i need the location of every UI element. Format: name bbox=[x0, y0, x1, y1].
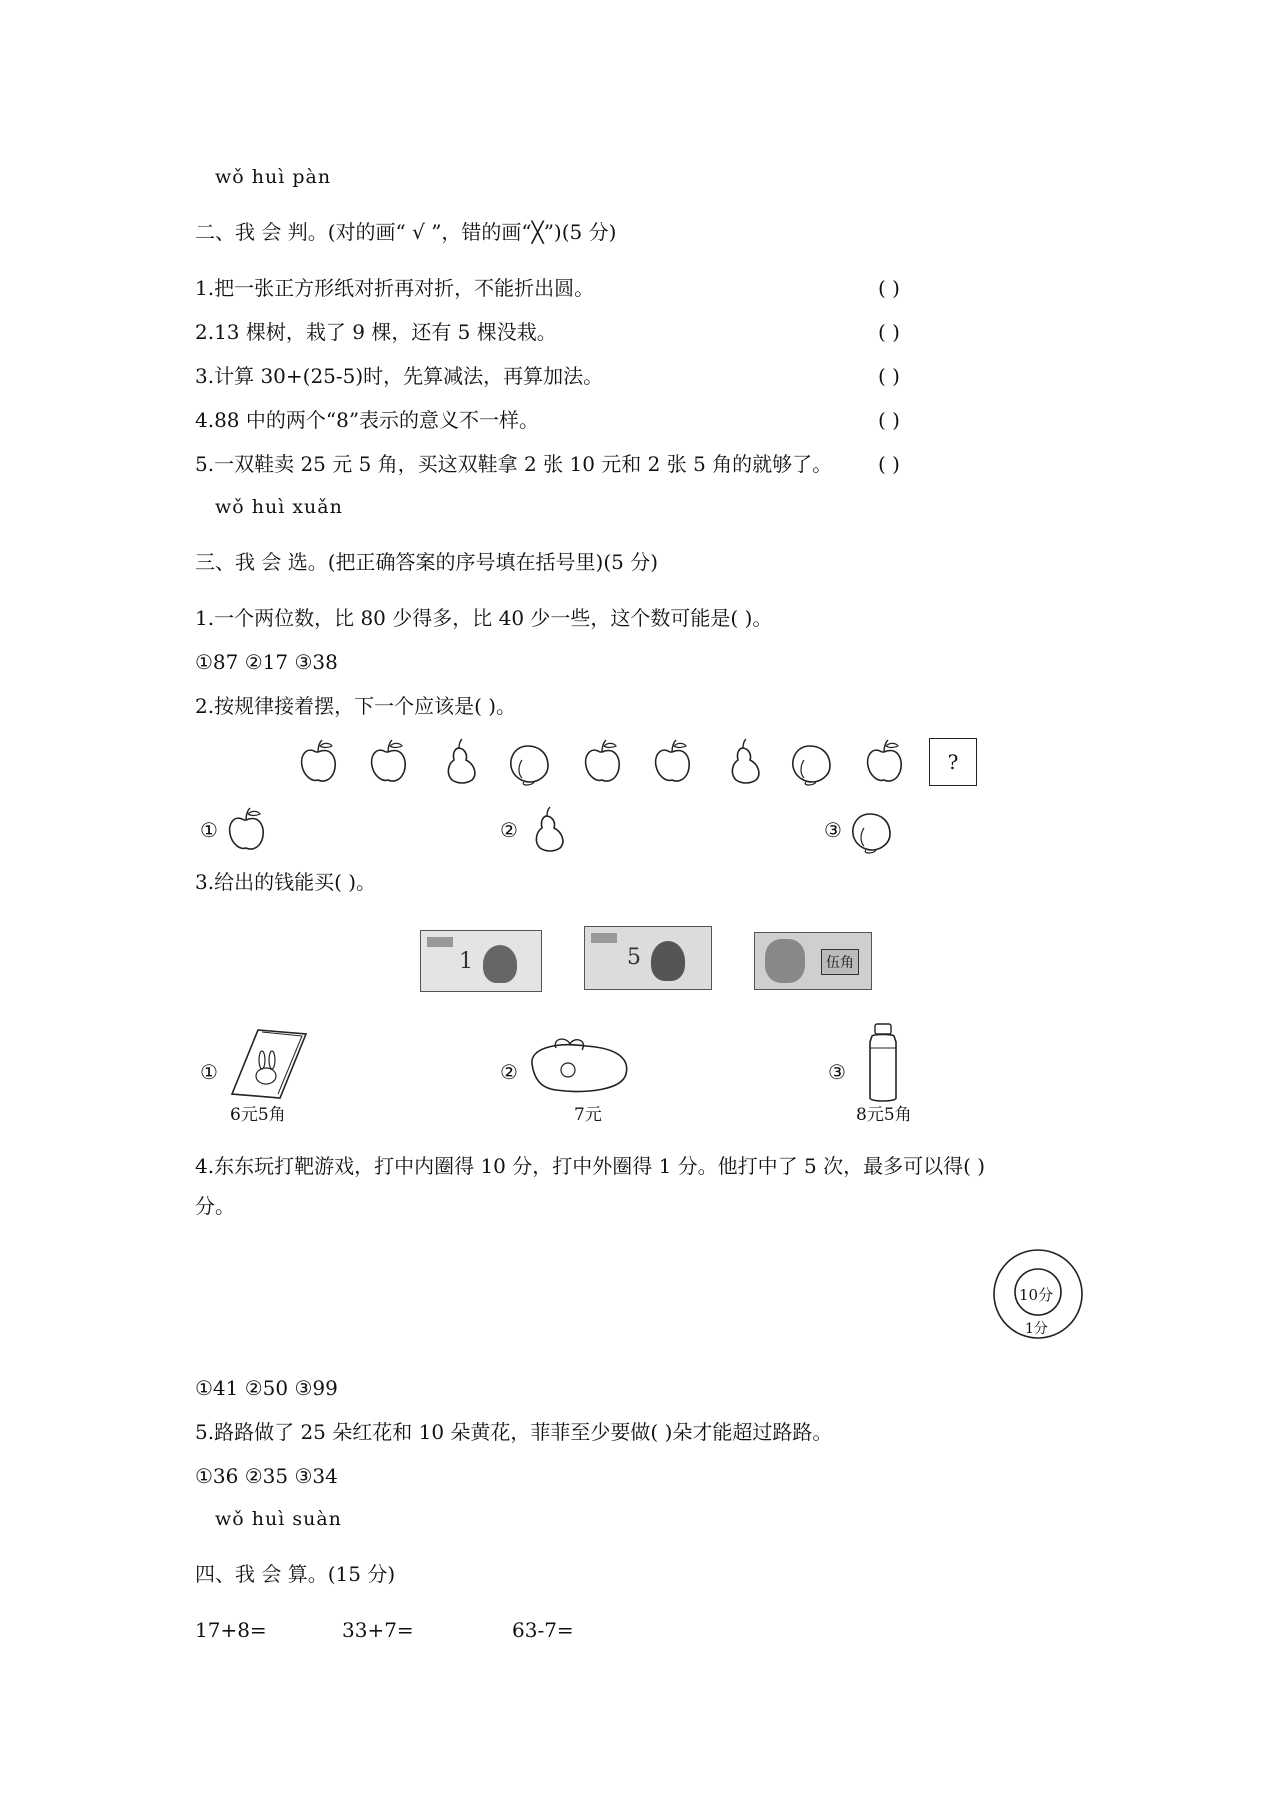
judge-item-3-paren[interactable]: ( ) bbox=[878, 364, 900, 388]
q5-text: 5.路路做了 25 朵红花和 10 朵黄花，菲菲至少要做( )朵才能超过路路。 bbox=[195, 1420, 833, 1444]
banknote-denomination: 5 bbox=[627, 945, 641, 970]
q3-text: 3.给出的钱能买( )。 bbox=[195, 870, 377, 894]
apple-icon bbox=[656, 740, 690, 781]
judge-item-1-paren[interactable]: ( ) bbox=[878, 276, 900, 300]
equation-3: 63-7= bbox=[512, 1618, 574, 1642]
q4-text: 4.东东玩打靶游戏，打中内圈得 10 分，打中外圈得 1 分。他打中了 5 次，最多可以得( ) bbox=[195, 1154, 986, 1178]
sec4-title: 四、我 会 算。(15 分) bbox=[195, 1562, 396, 1586]
water-bottle-icon bbox=[866, 1022, 900, 1104]
judge-item-3: 3.计算 30+(25-5)时，先算减法，再算加法。 bbox=[195, 364, 604, 388]
apple-icon bbox=[228, 806, 268, 852]
banknote-denomination: 伍角 bbox=[821, 949, 859, 975]
pear-icon bbox=[528, 806, 568, 852]
q4-text-cont: 分。 bbox=[195, 1194, 235, 1218]
sec2-title: 二、我 会 判。(对的画“ √ ”，错的画“╳”)(5 分) bbox=[195, 220, 617, 244]
peach-icon bbox=[511, 746, 548, 785]
sec3-title: 三、我 会 选。(把正确答案的序号填在括号里)(5 分) bbox=[195, 550, 659, 574]
judge-item-2-paren[interactable]: ( ) bbox=[878, 320, 900, 344]
judge-item-4: 4.88 中的两个“8”表示的意义不一样。 bbox=[195, 408, 540, 432]
apple-icon bbox=[302, 740, 336, 781]
price-option-2: 7元 bbox=[574, 1105, 602, 1125]
peach-icon bbox=[850, 806, 892, 854]
judge-item-5: 5.一双鞋卖 25 元 5 角，买这双鞋拿 2 张 10 元和 2 张 5 角的就够了。 bbox=[195, 452, 833, 476]
equation-2: 33+7= bbox=[342, 1618, 414, 1642]
q3-option-3-label: ③ bbox=[828, 1060, 846, 1084]
price-option-3: 8元5角 bbox=[856, 1105, 912, 1125]
target-outer-label: 1分 bbox=[1025, 1321, 1048, 1337]
banknote-denomination: 1 bbox=[459, 949, 473, 974]
apple-icon bbox=[372, 740, 406, 781]
q3-option-2-label: ② bbox=[500, 1060, 518, 1084]
pear-icon bbox=[732, 739, 759, 783]
q1-text: 1.一个两位数，比 80 少得多，比 40 少一些，这个数可能是( )。 bbox=[195, 606, 773, 630]
q1-options: ①87 ②17 ③38 bbox=[195, 650, 338, 674]
price-option-1: 6元5角 bbox=[230, 1105, 286, 1125]
judge-item-1: 1.把一张正方形纸对折再对折，不能折出圆。 bbox=[195, 276, 595, 300]
sec4-pinyin: wǒ huì suàn bbox=[215, 1508, 342, 1530]
q2-text: 2.按规律接着摆，下一个应该是( )。 bbox=[195, 694, 517, 718]
banknote-5-yuan bbox=[584, 926, 712, 990]
peach-icon bbox=[793, 746, 830, 785]
next-item-box[interactable]: ? bbox=[929, 738, 977, 786]
judge-item-5-paren[interactable]: ( ) bbox=[878, 452, 900, 476]
q5-options: ①36 ②35 ③34 bbox=[195, 1464, 338, 1488]
apple-icon bbox=[586, 740, 620, 781]
banknote-5-jiao bbox=[754, 932, 872, 990]
pencil-case-icon bbox=[526, 1034, 636, 1098]
judge-item-4-paren[interactable]: ( ) bbox=[878, 408, 900, 432]
q4-options: ①41 ②50 ③99 bbox=[195, 1376, 338, 1400]
banknote-1-yuan bbox=[420, 930, 542, 992]
apple-icon bbox=[868, 740, 902, 781]
sec2-pinyin: wǒ huì pàn bbox=[215, 166, 332, 188]
pear-icon bbox=[448, 739, 475, 783]
q2-option-2-label: ② bbox=[500, 818, 518, 842]
equation-1: 17+8= bbox=[195, 1618, 267, 1642]
sec3-pinyin: wǒ huì xuǎn bbox=[215, 496, 343, 518]
q3-option-1-label: ① bbox=[200, 1060, 218, 1084]
q2-option-3-label: ③ bbox=[824, 818, 842, 842]
target-inner-label: 10分 bbox=[1019, 1286, 1054, 1304]
judge-item-2: 2.13 棵树，栽了 9 棵，还有 5 棵没栽。 bbox=[195, 320, 557, 344]
notebook-icon bbox=[228, 1028, 310, 1102]
fruit-sequence bbox=[300, 738, 950, 788]
q2-option-1-label: ① bbox=[200, 818, 218, 842]
